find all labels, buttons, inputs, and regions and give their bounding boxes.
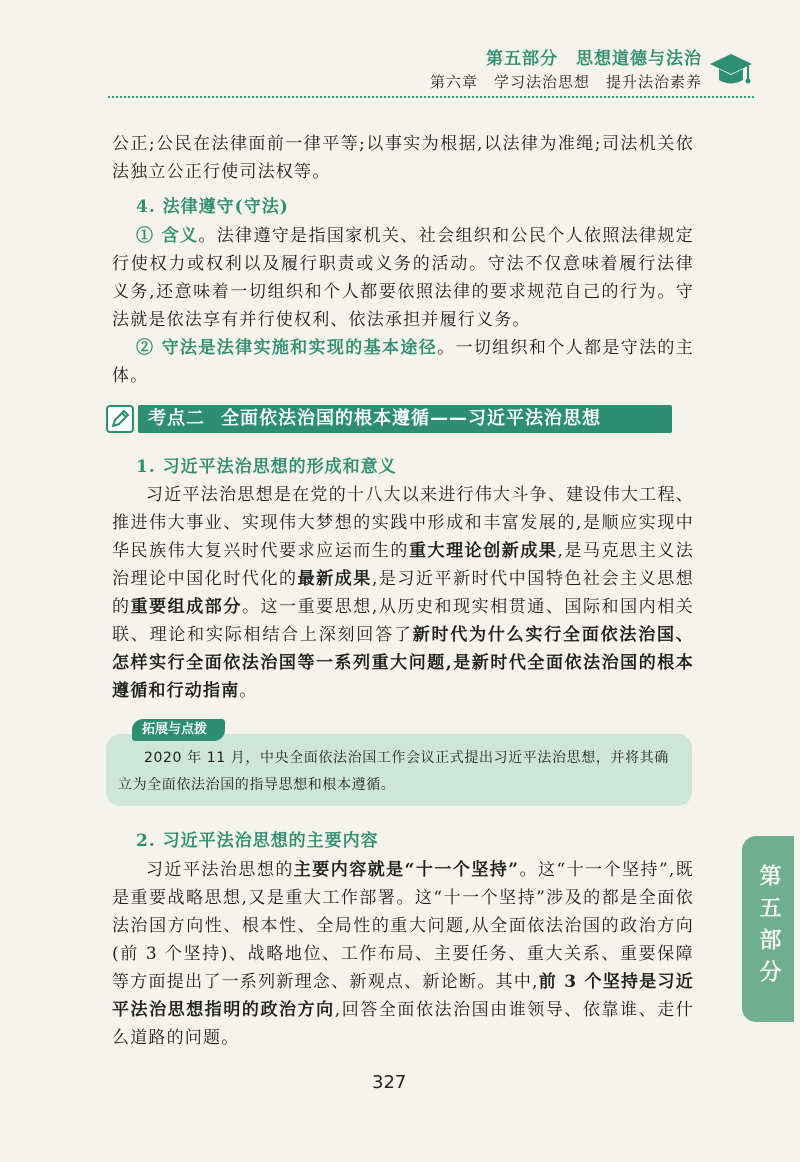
bold-run: 最新成果	[297, 569, 372, 589]
part-title: 第五部分 思想道德与法治	[486, 49, 702, 69]
header-divider	[108, 96, 754, 98]
item-label-meaning: ① 含义	[136, 226, 199, 246]
text-run: ,是习近平新时代中国特色社会主义思想的	[112, 569, 694, 617]
paragraph-basic-path	[112, 334, 694, 390]
paragraph-continuation: 公正;公民在法律面前一律平等;以事实为根据,以法律为准绳;司法机关依法独立公正行使司法权等。	[112, 134, 694, 182]
bold-run: 重要组成部分	[130, 597, 242, 617]
item-label-basic-path: ② 守法是法律实施和实现的基本途径	[136, 338, 438, 358]
paragraph-meaning	[112, 222, 694, 334]
subheading-law-compliance: 4. 法律遵守(守法)	[136, 197, 289, 217]
chapter-title: 第六章 学习法治思想 提升法治素养	[429, 73, 702, 91]
tip-tag: 拓展与点拨	[132, 719, 225, 741]
text-run: 习近平法治思想的	[146, 860, 294, 880]
item-text-basic-path: 。一切组织和个人都是守法的主体。	[112, 338, 694, 386]
text-run: 。这一重要思想,从历史和现实相贯通、国际和国内相关联、理论和实际相结合上深刻回答了	[112, 597, 695, 645]
bold-run: 前 3 个坚持是习近平法治思想指明的政治方向	[112, 972, 694, 1020]
exam-point-banner	[138, 405, 672, 433]
item-text-meaning: 。法律遵守是指国家机关、社会组织和公民个人依照法律规定行使权力或权利以及履行职责或义务的活动。守法不仅意味着履行法律义务,还意味着一切组织和个人都要依照法律的要求规范自己的行为。守法就是依法享有并行使权利、依法承担并履行义务。	[112, 226, 694, 330]
text-run: ,是马克思主义法治理论中国化时代化的	[112, 541, 694, 589]
exam-point-label: 考点二	[148, 408, 205, 429]
part-side-tab-label: 第五部分	[756, 864, 781, 992]
tip-text: 2020 年 11 月，中央全面依法治国工作会议正式提出习近平法治思想，并将其确立为全面依法治国的指导思想和根本遵循。	[118, 750, 669, 793]
text-run: ,回答全面依法治国由谁领导、依靠谁、走什么道路的问题。	[112, 1000, 694, 1048]
paragraph-main-content	[112, 856, 694, 1052]
text-run: 习近平法治思想是在党的十八大以来进行伟大斗争、建设伟大工程、推进伟大事业、实现伟大梦想的实践中形成和丰富发展的,是顺应实现中华民族伟大复兴时代要求应运而生的	[112, 485, 694, 561]
section-title-main-content: 2. 习近平法治思想的主要内容	[136, 831, 379, 851]
paragraph-formation	[112, 481, 694, 705]
text-run: 。	[239, 681, 258, 701]
graduation-cap-icon	[708, 50, 754, 92]
bold-run: 主要内容就是“十一个坚持”	[293, 860, 520, 880]
pencil-icon	[106, 405, 134, 433]
bold-run: 重大理论创新成果	[408, 541, 558, 561]
text-run: 。这“十一个坚持”,既是重要战略思想,又是重大工作部署。这“十一个坚持”涉及的都是全面依法治国方向性、根本性、全局性的重大问题,从全面依法治国的政治方向(前 3 个坚持)、战略地位、工作布局、主要任务、重大关系、重要保障等方面提出了一系列新理念、新观点、新论断。其中,	[112, 860, 694, 992]
section-title-formation: 1. 习近平法治思想的形成和意义	[136, 457, 397, 477]
page-number: 327	[372, 1072, 407, 1093]
bold-run: 新时代为什么实行全面依法治国、怎样实行全面依法治国等一系列重大问题,是新时代全面依法治国的根本遵循和行动指南	[112, 625, 695, 701]
exam-point-title: 全面依法治国的根本遵循——习近平法治思想	[221, 408, 601, 429]
